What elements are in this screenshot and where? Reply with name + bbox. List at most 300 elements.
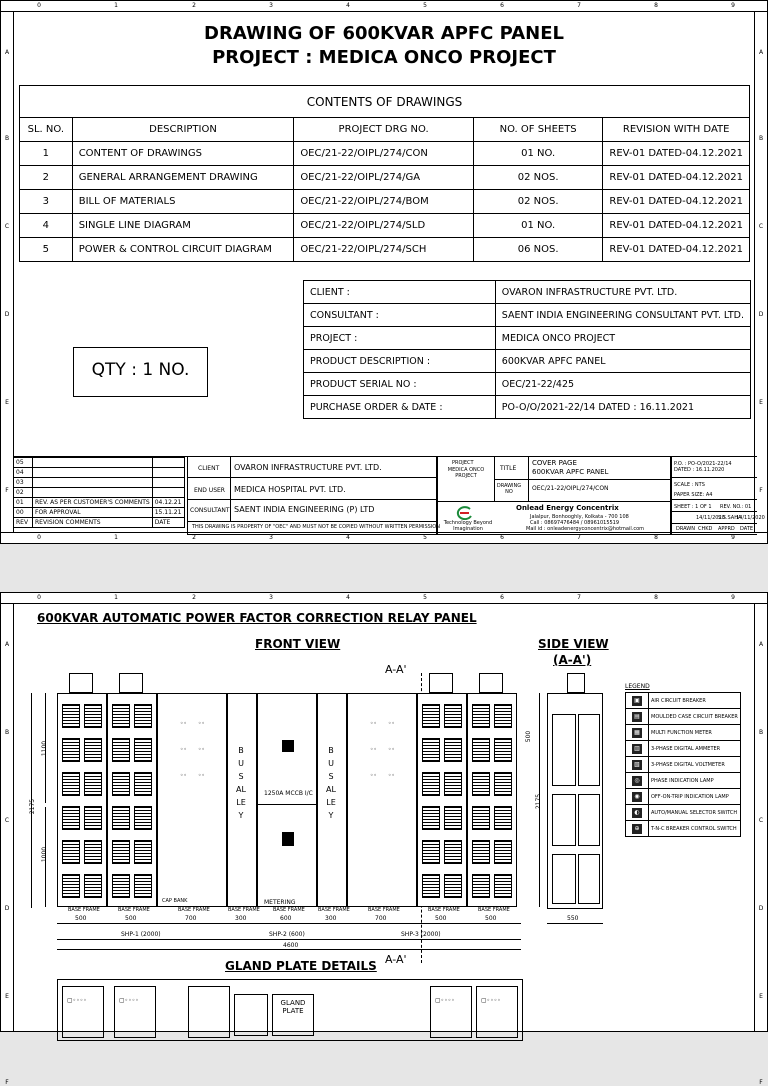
gland-plate-view: ▢◦◦◦◦ ▢◦◦◦◦ GLAND PLATE ▢◦◦◦◦ ▢◦◦◦◦ bbox=[57, 979, 523, 1041]
vent-grill bbox=[84, 840, 102, 864]
vent-grill bbox=[422, 738, 440, 762]
legend-symbol bbox=[626, 725, 649, 741]
grid-col-label: 5 bbox=[423, 594, 427, 601]
contents-cell: REV-01 DATED-04.12.2021 bbox=[603, 214, 750, 238]
grid-col-label: 9 bbox=[731, 594, 735, 601]
grid-col-label: 1 bbox=[114, 2, 118, 9]
grid-col-label: 7 bbox=[577, 594, 581, 601]
panel-bus bbox=[227, 693, 257, 907]
company-name: Onlead Energy Concentrix bbox=[516, 504, 619, 512]
grid-col-label: 4 bbox=[346, 534, 350, 541]
bus-alley-label: BUS ALLEY bbox=[326, 746, 336, 820]
vent-grill bbox=[112, 874, 130, 898]
exhaust-fan-box bbox=[429, 673, 453, 693]
drawing-title: DRAWING OF 600KVAR APFC PANEL bbox=[204, 23, 564, 44]
rev-comment bbox=[33, 478, 153, 488]
shp-3: SHP-3 (2000) bbox=[401, 931, 441, 938]
col-drg: PROJECT DRG NO. bbox=[294, 118, 474, 142]
vent-grill bbox=[62, 840, 80, 864]
client-block bbox=[187, 457, 440, 535]
legend-label: MOULDED CASE CIRCUIT BREAKER bbox=[649, 709, 741, 725]
enduser-label: END USER bbox=[194, 487, 225, 494]
vent-grill bbox=[422, 772, 440, 796]
grid-row-label: B bbox=[758, 729, 764, 736]
grid-col-label: 8 bbox=[654, 2, 658, 9]
dim-width-text: 300 bbox=[235, 915, 247, 922]
indicator-lamps: ◦◦ bbox=[370, 746, 378, 753]
revision-header bbox=[14, 518, 185, 528]
vent-grill bbox=[62, 874, 80, 898]
drawing-value: OEC/21-22/OIPL/274/CON bbox=[532, 485, 609, 492]
project-value: MEDICA ONCO PROJECT bbox=[447, 467, 485, 479]
section-mark-top: A-A' bbox=[385, 663, 407, 676]
gland-plate-label: GLAND PLATE bbox=[280, 999, 306, 1015]
panel-fan bbox=[467, 693, 517, 907]
grid-col-label: 0 bbox=[37, 2, 41, 9]
grid-col-label: 1 bbox=[114, 534, 118, 541]
company-address-1: Jalalpur, Bonhooghly, Kolkata - 700 108 bbox=[530, 514, 629, 520]
indicator-lamps: ◦◦ bbox=[180, 772, 188, 779]
legend-symbol-icon: ▣ bbox=[632, 696, 642, 706]
dim-width-text: 600 bbox=[280, 915, 292, 922]
indicator-lamps: ◦◦ bbox=[198, 746, 206, 753]
legend-symbol bbox=[626, 805, 649, 821]
base-frame-label: BASE FRAME bbox=[228, 907, 260, 913]
rev-date: 04.12.21 bbox=[152, 498, 184, 508]
vent-grill bbox=[444, 738, 462, 762]
rev-date bbox=[152, 468, 184, 478]
consultant-label: CONSULTANT bbox=[190, 507, 230, 514]
company-address-3: Mail id : onleadenergyconcentrix@hotmail.com bbox=[526, 526, 645, 532]
company-address-2: Call : 08697476484 / 08961015519 bbox=[530, 520, 620, 526]
project-label: PROJECT bbox=[452, 460, 474, 466]
info-value: OVARON INFRASTRUCTURE PVT. LTD. bbox=[495, 281, 750, 304]
dim-total-height-text: 2175 bbox=[29, 798, 37, 815]
contents-row bbox=[20, 166, 750, 190]
side-view bbox=[547, 693, 603, 909]
dim-width-text: 500 bbox=[125, 915, 137, 922]
sign-date: DATE bbox=[740, 526, 754, 532]
info-label: PRODUCT SERIAL NO : bbox=[304, 373, 496, 396]
metering-label: METERING bbox=[264, 899, 296, 906]
legend-symbol bbox=[626, 709, 649, 725]
dim-row-2 bbox=[57, 939, 521, 940]
grid-col-label: 1 bbox=[114, 594, 118, 601]
paper-text: PAPER SIZE: A4 bbox=[674, 492, 713, 498]
sign-drawn: DRAWN bbox=[676, 526, 695, 532]
sign-chkd-value: S.S.SAHA bbox=[718, 515, 742, 521]
mccb-label: 1250A MCCB I/C bbox=[264, 790, 313, 797]
revision-row bbox=[14, 508, 185, 518]
contents-cell: SINGLE LINE DIAGRAM bbox=[72, 214, 294, 238]
grid-left bbox=[1, 11, 14, 533]
vent-grill bbox=[112, 772, 130, 796]
vent-grill bbox=[472, 806, 490, 830]
rev-date: 15.11.21 bbox=[152, 508, 184, 518]
info-value: MEDICA ONCO PROJECT bbox=[495, 327, 750, 350]
grid-col-label: 3 bbox=[269, 2, 273, 9]
side-dim-top-text: 500 bbox=[525, 730, 533, 743]
contents-cell: OEC/21-22/OIPL/274/SLD bbox=[294, 214, 474, 238]
grid-col-label: 8 bbox=[654, 594, 658, 601]
contents-title: CONTENTS OF DRAWINGS bbox=[20, 86, 750, 118]
indicator-lamps: ◦◦ bbox=[388, 772, 396, 779]
legend-title: LEGEND bbox=[625, 683, 650, 690]
grid-row-label: F bbox=[759, 487, 763, 494]
base-frame-label: BASE FRAME bbox=[428, 907, 460, 913]
info-label: PROJECT : bbox=[304, 327, 496, 350]
sign-date-value: 14/11/2020 bbox=[736, 515, 765, 521]
grid-col-label: 4 bbox=[346, 594, 350, 601]
po-date: DATED : 16.11.2020 bbox=[674, 467, 725, 473]
legend-symbol-icon: ▧ bbox=[632, 760, 642, 770]
title-value-1: COVER PAGE bbox=[532, 459, 577, 467]
grid-row-label: B bbox=[4, 135, 10, 142]
vent-grill bbox=[494, 806, 512, 830]
grid-col-label: 6 bbox=[500, 534, 504, 541]
vent-grill bbox=[134, 772, 152, 796]
legend-symbol bbox=[626, 773, 649, 789]
vent-grill bbox=[62, 772, 80, 796]
contents-cell: GENERAL ARRANGEMENT DRAWING bbox=[72, 166, 294, 190]
info-row bbox=[304, 281, 751, 304]
contents-cell: POWER & CONTROL CIRCUIT DIAGRAM bbox=[72, 238, 294, 262]
contents-cell: CONTENT OF DRAWINGS bbox=[72, 142, 294, 166]
shp-2: SHP-2 (600) bbox=[269, 931, 305, 938]
rev-no: 05 bbox=[14, 458, 33, 468]
grid-row-label: D bbox=[4, 905, 10, 912]
grid-row-label: E bbox=[5, 399, 9, 406]
base-frame-label: BASE FRAME bbox=[118, 907, 150, 913]
legend-label: T-N-C BREAKER CONTROL SWITCH bbox=[649, 821, 741, 837]
side-dim-height-text: 2175 bbox=[535, 793, 543, 810]
base-frame-label: BASE FRAME bbox=[178, 907, 210, 913]
total-width-text: 4600 bbox=[283, 942, 299, 949]
vent-grill bbox=[62, 806, 80, 830]
vent-grill bbox=[472, 772, 490, 796]
rev-comment bbox=[33, 468, 153, 478]
contents-cell: 01 NO. bbox=[473, 214, 602, 238]
vent-grill bbox=[84, 772, 102, 796]
info-row bbox=[304, 350, 751, 373]
dim-total-width bbox=[57, 949, 521, 950]
contents-cell: 02 NOS. bbox=[473, 166, 602, 190]
meter-box bbox=[282, 740, 294, 752]
exhaust-fan-box bbox=[119, 673, 143, 693]
vent-grill bbox=[444, 806, 462, 830]
grid-row-label: D bbox=[758, 311, 764, 318]
legend-symbol bbox=[626, 757, 649, 773]
contents-cell: 06 NOS. bbox=[473, 238, 602, 262]
info-row bbox=[304, 327, 751, 350]
contents-cell: REV-01 DATED-04.12.2021 bbox=[603, 190, 750, 214]
vent-grill bbox=[444, 840, 462, 864]
dim-row-1 bbox=[57, 923, 521, 924]
grid-col-label: 0 bbox=[37, 534, 41, 541]
grid-row-label: C bbox=[4, 223, 10, 230]
contents-cell: OEC/21-22/OIPL/274/CON bbox=[294, 142, 474, 166]
contents-row bbox=[20, 214, 750, 238]
meter-box bbox=[282, 832, 294, 846]
grid-row-label: E bbox=[5, 993, 9, 1000]
vent-grill bbox=[422, 806, 440, 830]
dim-upper-text: 1100 bbox=[41, 740, 49, 757]
rev-date bbox=[152, 478, 184, 488]
grid-row-label: A bbox=[758, 641, 764, 648]
contents-cell: 01 NO. bbox=[473, 142, 602, 166]
legend-symbol-icon: ▤ bbox=[632, 712, 642, 722]
vent-grill bbox=[112, 704, 130, 728]
grid-col-label: 2 bbox=[192, 594, 196, 601]
sign-apprd: APPRD bbox=[718, 526, 735, 532]
col-rev: REVISION WITH DATE bbox=[603, 118, 750, 142]
grid-col-label: 9 bbox=[731, 534, 735, 541]
contents-cell: OEC/21-22/OIPL/274/BOM bbox=[294, 190, 474, 214]
legend-row bbox=[626, 821, 741, 837]
grid-col-label: 2 bbox=[192, 2, 196, 9]
vent-grill bbox=[84, 738, 102, 762]
legend-row bbox=[626, 741, 741, 757]
vent-grill bbox=[134, 704, 152, 728]
grid-right-2 bbox=[754, 603, 767, 1086]
legend-row bbox=[626, 725, 741, 741]
vent-grill bbox=[494, 874, 512, 898]
grid-row-label: B bbox=[4, 729, 10, 736]
grid-col-label: 7 bbox=[577, 534, 581, 541]
base-frame-label: BASE FRAME bbox=[273, 907, 305, 913]
rev-date bbox=[152, 488, 184, 498]
grid-col-label: 7 bbox=[577, 2, 581, 9]
info-label: CONSULTANT : bbox=[304, 304, 496, 327]
sign-drawn-value: 14/11/2020 bbox=[696, 515, 725, 521]
revision-row bbox=[14, 458, 185, 468]
dim-width-text: 500 bbox=[75, 915, 87, 922]
legend-symbol-icon: ◎ bbox=[632, 776, 642, 786]
vent-grill bbox=[494, 840, 512, 864]
sign-chkd: CHKD bbox=[698, 526, 713, 532]
grid-row-label: C bbox=[4, 817, 10, 824]
legend-symbol bbox=[626, 741, 649, 757]
vent-grill bbox=[134, 806, 152, 830]
rev-comment: REV. AS PER CUSTOMER'S COMMENTS bbox=[33, 498, 153, 508]
grid-col-label: 5 bbox=[423, 534, 427, 541]
vent-grill bbox=[444, 704, 462, 728]
vent-grill bbox=[112, 806, 130, 830]
contents-cell: 02 NOS. bbox=[473, 190, 602, 214]
legend-label: AIR CIRCUIT BREAKER bbox=[649, 693, 741, 709]
client-value: OVARON INFRASTRUCTURE PVT. LTD. bbox=[234, 463, 382, 472]
grid-row-label: A bbox=[4, 641, 10, 648]
grid-col-label: 6 bbox=[500, 2, 504, 9]
rev-no: 01 bbox=[14, 498, 33, 508]
side-exhaust-fan bbox=[567, 673, 585, 693]
contents-cell: OEC/21-22/OIPL/274/SCH bbox=[294, 238, 474, 262]
dim-width-text: 700 bbox=[185, 915, 197, 922]
legend-symbol-icon: ▥ bbox=[632, 744, 642, 754]
grid-col-label: 8 bbox=[654, 534, 658, 541]
panel-cap bbox=[157, 693, 227, 907]
info-row bbox=[304, 304, 751, 327]
grid-row-label: D bbox=[758, 905, 764, 912]
legend-symbol-icon: ◉ bbox=[632, 792, 642, 802]
vent-grill bbox=[134, 840, 152, 864]
dim-width-text: 700 bbox=[375, 915, 387, 922]
indicator-lamps: ◦◦ bbox=[198, 772, 206, 779]
exhaust-fan-box bbox=[69, 673, 93, 693]
legend-symbol-icon: ▦ bbox=[632, 728, 642, 738]
revision-row bbox=[14, 498, 185, 508]
panel-bus bbox=[317, 693, 347, 907]
grid-row-label: E bbox=[759, 399, 763, 406]
grid-col-label: 6 bbox=[500, 594, 504, 601]
vent-grill bbox=[444, 772, 462, 796]
rev-no: 04 bbox=[14, 468, 33, 478]
rev-comment bbox=[33, 458, 153, 468]
cap-bank-label: CAP BANK bbox=[162, 898, 188, 904]
vent-grill bbox=[134, 874, 152, 898]
legend-row bbox=[626, 709, 741, 725]
base-frame-label: BASE FRAME bbox=[68, 907, 100, 913]
contents-row bbox=[20, 238, 750, 262]
scale-text: SCALE : NTS bbox=[674, 482, 705, 488]
gland-title: GLAND PLATE DETAILS bbox=[225, 959, 377, 973]
indicator-lamps: ◦◦ bbox=[370, 772, 378, 779]
rev-no: 02 bbox=[14, 488, 33, 498]
info-row bbox=[304, 373, 751, 396]
company-logo bbox=[456, 505, 474, 519]
shp-1: SHP-1 (2000) bbox=[121, 931, 161, 938]
vent-grill bbox=[472, 840, 490, 864]
contents-header-row bbox=[20, 118, 750, 142]
qty-text: QTY : 1 NO. bbox=[91, 360, 190, 380]
ga-sheet bbox=[0, 592, 768, 1086]
rev-comment bbox=[33, 488, 153, 498]
bus-alley-label: BUS ALLEY bbox=[236, 746, 246, 820]
info-value: 600KVAR APFC PANEL bbox=[495, 350, 750, 373]
project-info-table bbox=[303, 280, 751, 419]
grid-row-label: B bbox=[758, 135, 764, 142]
revision-table bbox=[13, 457, 185, 528]
contents-row bbox=[20, 142, 750, 166]
grid-col-label: 3 bbox=[269, 594, 273, 601]
vent-grill bbox=[444, 874, 462, 898]
meta-block bbox=[671, 457, 765, 535]
info-label: PRODUCT DESCRIPTION : bbox=[304, 350, 496, 373]
indicator-lamps: ◦◦ bbox=[198, 720, 206, 727]
indicator-lamps: ◦◦ bbox=[388, 746, 396, 753]
rev-header-cell: REVISION COMMENTS bbox=[33, 518, 153, 528]
legend-row bbox=[626, 757, 741, 773]
project-block bbox=[437, 457, 671, 535]
panel-cap bbox=[347, 693, 417, 907]
vent-grill bbox=[112, 738, 130, 762]
grid-col-label: 3 bbox=[269, 534, 273, 541]
grid-right bbox=[754, 11, 767, 533]
panel-fan bbox=[57, 693, 107, 907]
legend-row bbox=[626, 789, 741, 805]
contents-cell: REV-01 DATED-04.12.2021 bbox=[603, 142, 750, 166]
revision-row bbox=[14, 468, 185, 478]
legend-label: 3-PHASE DIGITAL VOLTMETER bbox=[649, 757, 741, 773]
base-frame-label: BASE FRAME bbox=[478, 907, 510, 913]
vent-grill bbox=[472, 874, 490, 898]
vent-grill bbox=[62, 738, 80, 762]
vent-grill bbox=[494, 704, 512, 728]
client-label: CLIENT bbox=[198, 465, 220, 472]
col-desc: DESCRIPTION bbox=[72, 118, 294, 142]
vent-grill bbox=[62, 704, 80, 728]
contents-row bbox=[20, 190, 750, 214]
front-view-label: FRONT VIEW bbox=[255, 637, 341, 651]
legend-label: PHASE INDICATION LAMP bbox=[649, 773, 741, 789]
title-label: TITLE bbox=[500, 465, 517, 472]
contents-table bbox=[19, 85, 750, 262]
contents-cell: OEC/21-22/OIPL/274/GA bbox=[294, 166, 474, 190]
rev-comment: FOR APPROVAL bbox=[33, 508, 153, 518]
dim-lower-text: 1000 bbox=[41, 846, 49, 863]
vent-grill bbox=[472, 738, 490, 762]
vent-grill bbox=[84, 806, 102, 830]
grid-col-label: 0 bbox=[37, 594, 41, 601]
side-view-sub: (A-A') bbox=[553, 653, 592, 667]
sheet-text: SHEET : 1 OF 1 bbox=[674, 504, 712, 510]
grid-row-label: A bbox=[758, 49, 764, 56]
indicator-lamps: ◦◦ bbox=[180, 720, 188, 727]
legend-label: 3-PHASE DIGITAL AMMETER bbox=[649, 741, 741, 757]
revision-row bbox=[14, 488, 185, 498]
exhaust-fan-box bbox=[479, 673, 503, 693]
contents-cell: BILL OF MATERIALS bbox=[72, 190, 294, 214]
legend-row bbox=[626, 773, 741, 789]
contents-cell: 1 bbox=[20, 142, 73, 166]
section-mark-bottom: A-A' bbox=[385, 953, 407, 966]
vent-grill bbox=[422, 704, 440, 728]
title-value-2: 600KVAR APFC PANEL bbox=[532, 468, 609, 476]
ownership-note: THIS DRAWING IS PROPERTY OF "OEC" AND MUST NOT BE COPIED WITHOUT WRITTEN PERMISSION bbox=[192, 524, 440, 530]
panel-fan bbox=[417, 693, 467, 907]
vent-grill bbox=[84, 874, 102, 898]
revision-row bbox=[14, 478, 185, 488]
dim-width-text: 300 bbox=[325, 915, 337, 922]
grid-row-label: A bbox=[4, 49, 10, 56]
company-tagline: Technology Beyond Imagination bbox=[443, 520, 493, 532]
grid-col-label: 4 bbox=[346, 2, 350, 9]
project-title: PROJECT : MEDICA ONCO PROJECT bbox=[212, 47, 556, 68]
legend-label: OFF-ON-TRIP INDICATION LAMP bbox=[649, 789, 741, 805]
vent-grill bbox=[472, 704, 490, 728]
side-view-label: SIDE VIEW bbox=[538, 637, 609, 651]
drawing-label: DRAWING NO bbox=[496, 483, 522, 495]
info-value: PO-O/O/2021-22/14 DATED : 16.11.2021 bbox=[495, 396, 750, 419]
grid-row-label: C bbox=[758, 817, 764, 824]
vent-grill bbox=[422, 840, 440, 864]
grid-col-label: 5 bbox=[423, 2, 427, 9]
info-value: OEC/21-22/425 bbox=[495, 373, 750, 396]
col-sl: SL. NO. bbox=[20, 118, 73, 142]
vent-grill bbox=[134, 738, 152, 762]
vent-grill bbox=[494, 738, 512, 762]
info-value: SAENT INDIA ENGINEERING CONSULTANT PVT. LTD. bbox=[495, 304, 750, 327]
panel-mccb bbox=[257, 693, 317, 907]
vent-grill bbox=[112, 840, 130, 864]
rev-no-text: REV. NO.: 01 bbox=[720, 504, 752, 510]
dim-width-text: 500 bbox=[485, 915, 497, 922]
rev-date bbox=[152, 458, 184, 468]
legend-label: MULTI FUNCTION METER bbox=[649, 725, 741, 741]
grid-row-label: F bbox=[5, 1079, 9, 1086]
rev-header-cell: REV bbox=[14, 518, 33, 528]
vent-grill bbox=[422, 874, 440, 898]
